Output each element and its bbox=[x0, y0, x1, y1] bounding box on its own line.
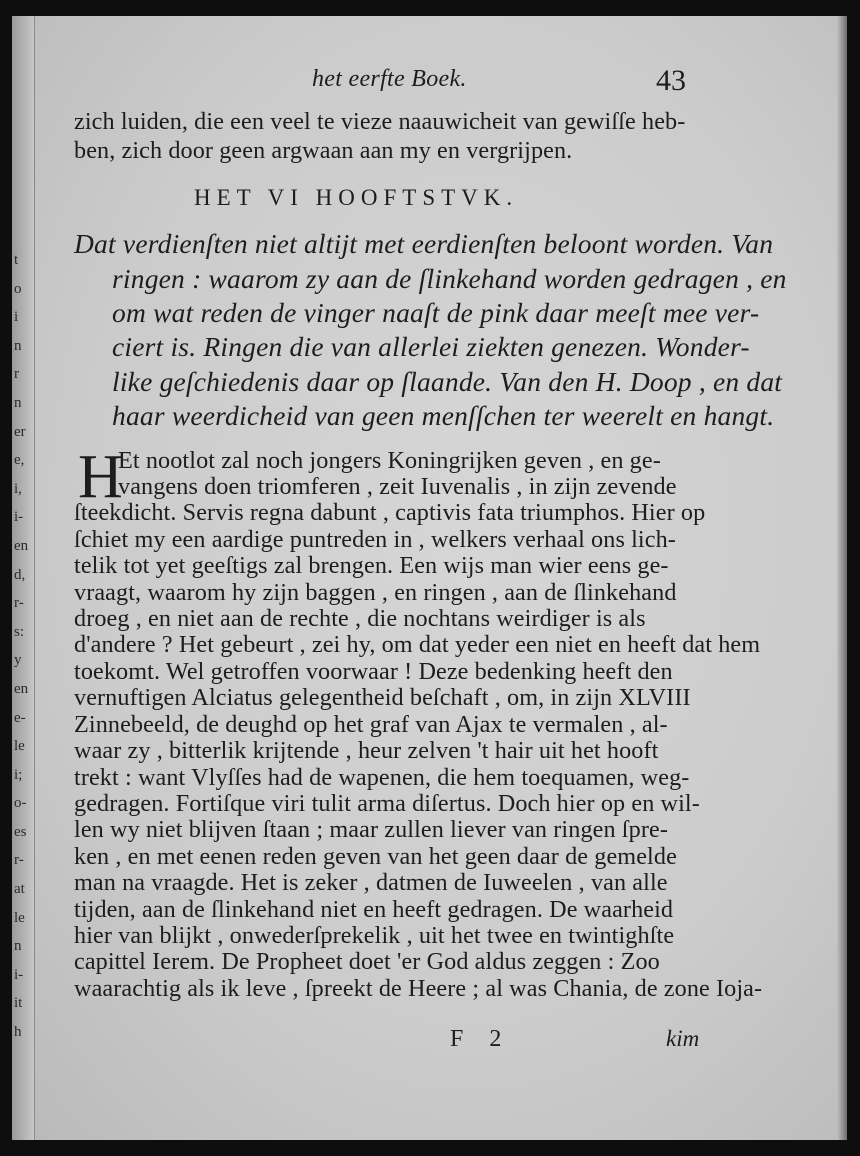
body-line: telik tot yet geeſtigs zal brengen. Een wijs man wier eens ge- bbox=[74, 552, 669, 580]
margin-fragment: i, bbox=[14, 480, 22, 497]
margin-fragment: en bbox=[14, 537, 29, 554]
margin-fragment: s: bbox=[14, 623, 25, 640]
margin-fragment: y bbox=[14, 652, 22, 669]
body-line: vraagt, waarom hy zijn baggen , en ringen , aan de ſlinkehand bbox=[74, 578, 677, 606]
body-line: toekomt. Wel getroffen voorwaar ! Deze bedenking heeft den bbox=[74, 657, 673, 685]
margin-fragment: i- bbox=[14, 509, 24, 526]
margin-fragments bbox=[14, 246, 32, 1047]
body-line: Et nootlot zal noch jongers Koningrijken geven , en ge- bbox=[118, 446, 661, 474]
previous-page-edge bbox=[12, 16, 35, 1140]
margin-fragment: n bbox=[14, 337, 22, 354]
margin-fragment: e- bbox=[14, 709, 26, 726]
body-line: trekt : want Vlyſſes had de wapenen, die hem toequamen, weg- bbox=[74, 763, 690, 791]
margin-fragment: o bbox=[14, 280, 22, 297]
margin-fragment: r bbox=[14, 366, 19, 383]
text-line: zich luiden, die een veel te vieze naauwicheit van gewiſſe heb- bbox=[74, 108, 686, 135]
body-line: waar zy , bitterlik krijtende , heur zelven 't hair uit het hooft bbox=[74, 737, 659, 765]
body-line: man na vraagde. Het is zeker , datmen de Iuweelen , van alle bbox=[74, 869, 668, 897]
body-line: capittel Ierem. De Propheet doet 'er God aldus zeggen : Zoo bbox=[74, 948, 660, 976]
chapter-summary bbox=[74, 227, 787, 433]
body-line: ſchiet my een aardige puntreden in , welkers verhaal ons lich- bbox=[74, 525, 676, 553]
book-page bbox=[12, 16, 847, 1140]
margin-fragment: it bbox=[14, 995, 23, 1012]
margin-fragment: h bbox=[14, 1024, 22, 1041]
margin-fragment: r- bbox=[14, 595, 24, 612]
margin-fragment: at bbox=[14, 881, 25, 898]
body-line: gedragen. Fortiſque viri tulit arma diſertus. Doch hier op en wil- bbox=[74, 789, 700, 817]
margin-fragment: er bbox=[14, 423, 26, 440]
margin-fragment: r- bbox=[14, 852, 24, 869]
margin-fragment: en bbox=[14, 680, 29, 697]
margin-fragment: i- bbox=[14, 966, 24, 983]
intro-paragraph bbox=[74, 108, 710, 165]
margin-fragment: i bbox=[14, 309, 19, 326]
page-number: 43 bbox=[656, 64, 686, 97]
summary-line: ciert is. Ringen die van allerlei ziekten genezen. Wonder- bbox=[112, 331, 750, 363]
body-line: ken , en met eenen reden geven van het geen daar de gemelde bbox=[74, 842, 677, 870]
margin-fragment: n bbox=[14, 394, 22, 411]
body-line: tijden, aan de ſlinkehand niet en heeft gedragen. De waarheid bbox=[74, 895, 674, 923]
margin-fragment: n bbox=[14, 938, 22, 955]
summary-line: like geſchiedenis daar op ſlaande. Van den H. Doop , en dat bbox=[112, 365, 783, 397]
body-line: d'andere ? Het gebeurt , zei hy, om dat yeder een niet en heeft dat hem bbox=[74, 631, 761, 659]
margin-fragment: t bbox=[14, 252, 19, 268]
body-line: len wy niet blijven ſtaan ; maar zullen liever van ringen ſpre- bbox=[74, 816, 668, 844]
chapter-title: HET VI HOOFTSTVK. bbox=[194, 185, 519, 211]
text-block bbox=[74, 108, 787, 1002]
catchword: kim bbox=[666, 1026, 700, 1051]
body-line: ſteekdicht. Servis regna dabunt , captivis fata triumphos. Hier op bbox=[74, 499, 706, 527]
summary-line: ringen : waarom zy aan de ſlinkehand worden gedragen , en bbox=[112, 262, 787, 294]
margin-fragment: d, bbox=[14, 566, 26, 583]
summary-line: haar weerdicheid van geen menſſchen ter weerelt en hangt. bbox=[112, 400, 775, 432]
running-head: het eerfte Boek. bbox=[312, 66, 467, 92]
signature-mark: F 2 bbox=[450, 1026, 512, 1052]
summary-line: om wat reden de vinger naaſt de pink daar meeſt mee ver- bbox=[112, 297, 760, 328]
summary-line: Dat verdienſten niet altijt met eerdienſten beloont worden. Van bbox=[74, 228, 774, 260]
margin-fragment: i; bbox=[14, 766, 23, 783]
body-line: vernuftigen Alciatus gelegentheid beſchaft , om, in zijn XLVIII bbox=[74, 684, 691, 712]
margin-fragment: e, bbox=[14, 452, 25, 469]
page-edge-shadow bbox=[837, 16, 847, 1140]
body-line: waarachtig als ik leve , ſpreekt de Heere ; al was Chania, de zone Ioja- bbox=[74, 974, 763, 1002]
margin-fragment: es bbox=[14, 823, 27, 840]
margin-fragment: le bbox=[14, 909, 25, 926]
body-line: droeg , en niet aan de rechte , die nochtans weirdiger is als bbox=[74, 605, 646, 633]
body-paragraph bbox=[74, 442, 763, 1003]
text-line: ben, zich door geen argwaan aan my en vergrijpen. bbox=[74, 136, 573, 164]
margin-fragment: o- bbox=[14, 795, 27, 812]
page-footer bbox=[450, 1026, 750, 1058]
body-line: vangens doen triomferen , zeit Iuvenalis , in zijn zevende bbox=[118, 473, 677, 501]
body-line: Zinnebeeld, de deughd op het graf van Ajax te vermalen , al- bbox=[74, 710, 668, 738]
drop-cap: H bbox=[78, 442, 123, 511]
margin-fragment: le bbox=[14, 738, 25, 755]
body-line: hier van blijkt , onwederſprekelik , uit het twee en twintighſte bbox=[74, 921, 675, 949]
